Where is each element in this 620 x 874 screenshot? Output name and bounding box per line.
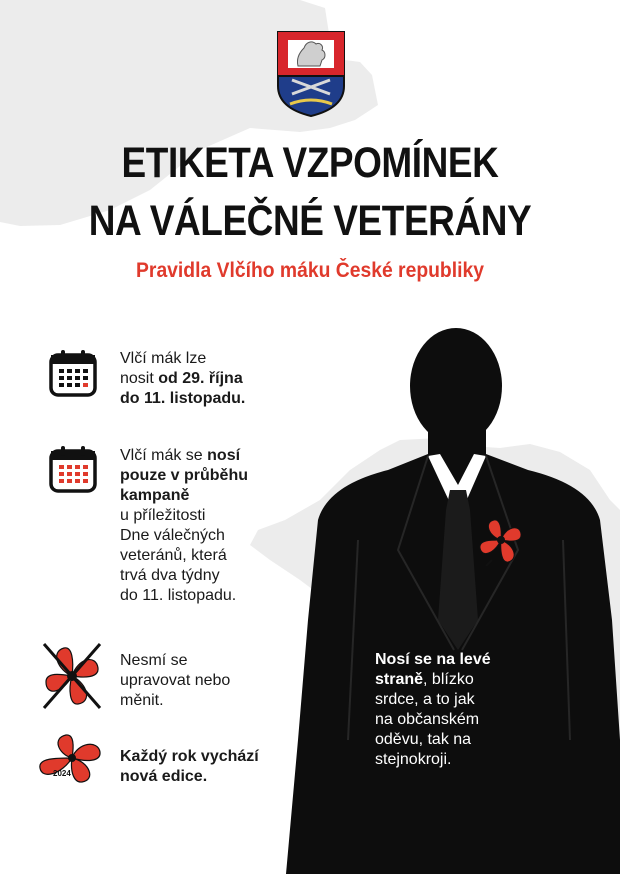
wear-position-text: Nosí se na levé straně, blízko srdce, a to jak na občanském oděvu, tak na stejnokroji. bbox=[375, 651, 491, 768]
rule-campaign-text: Vlčí mák se nosí pouze v průběhu kampaně u příležitosti Dne válečných veteránů, která trvá dva týdny do 11. listopadu. bbox=[120, 447, 248, 604]
poppy-2024-icon bbox=[36, 732, 106, 786]
rule-date-text: Vlčí mák lze nosit od 29. října do 11. listopadu. bbox=[120, 350, 246, 407]
rule-no-modify-text: Nesmí se upravovat nebo měnit. bbox=[120, 652, 231, 709]
page-title-line2: NA VÁLEČNÉ VETERÁNY bbox=[88, 197, 532, 245]
page-title-line1: ETIKETA VZPOMÍNEK bbox=[121, 139, 499, 187]
rule-new-edition-text: Každý rok vychází nová edice. bbox=[120, 748, 259, 785]
army-coat-of-arms-icon bbox=[276, 30, 346, 118]
poppy-year-badge: 2024 bbox=[53, 769, 71, 778]
crossed-out-poppy-icon bbox=[40, 640, 104, 712]
calendar-icon bbox=[48, 348, 98, 398]
page-subtitle: Pravidla Vlčího máku České republiky bbox=[136, 259, 484, 282]
calendar-red-dots-icon bbox=[48, 444, 98, 494]
lapel-poppy-icon bbox=[478, 516, 524, 566]
man-in-suit-silhouette bbox=[278, 320, 620, 874]
